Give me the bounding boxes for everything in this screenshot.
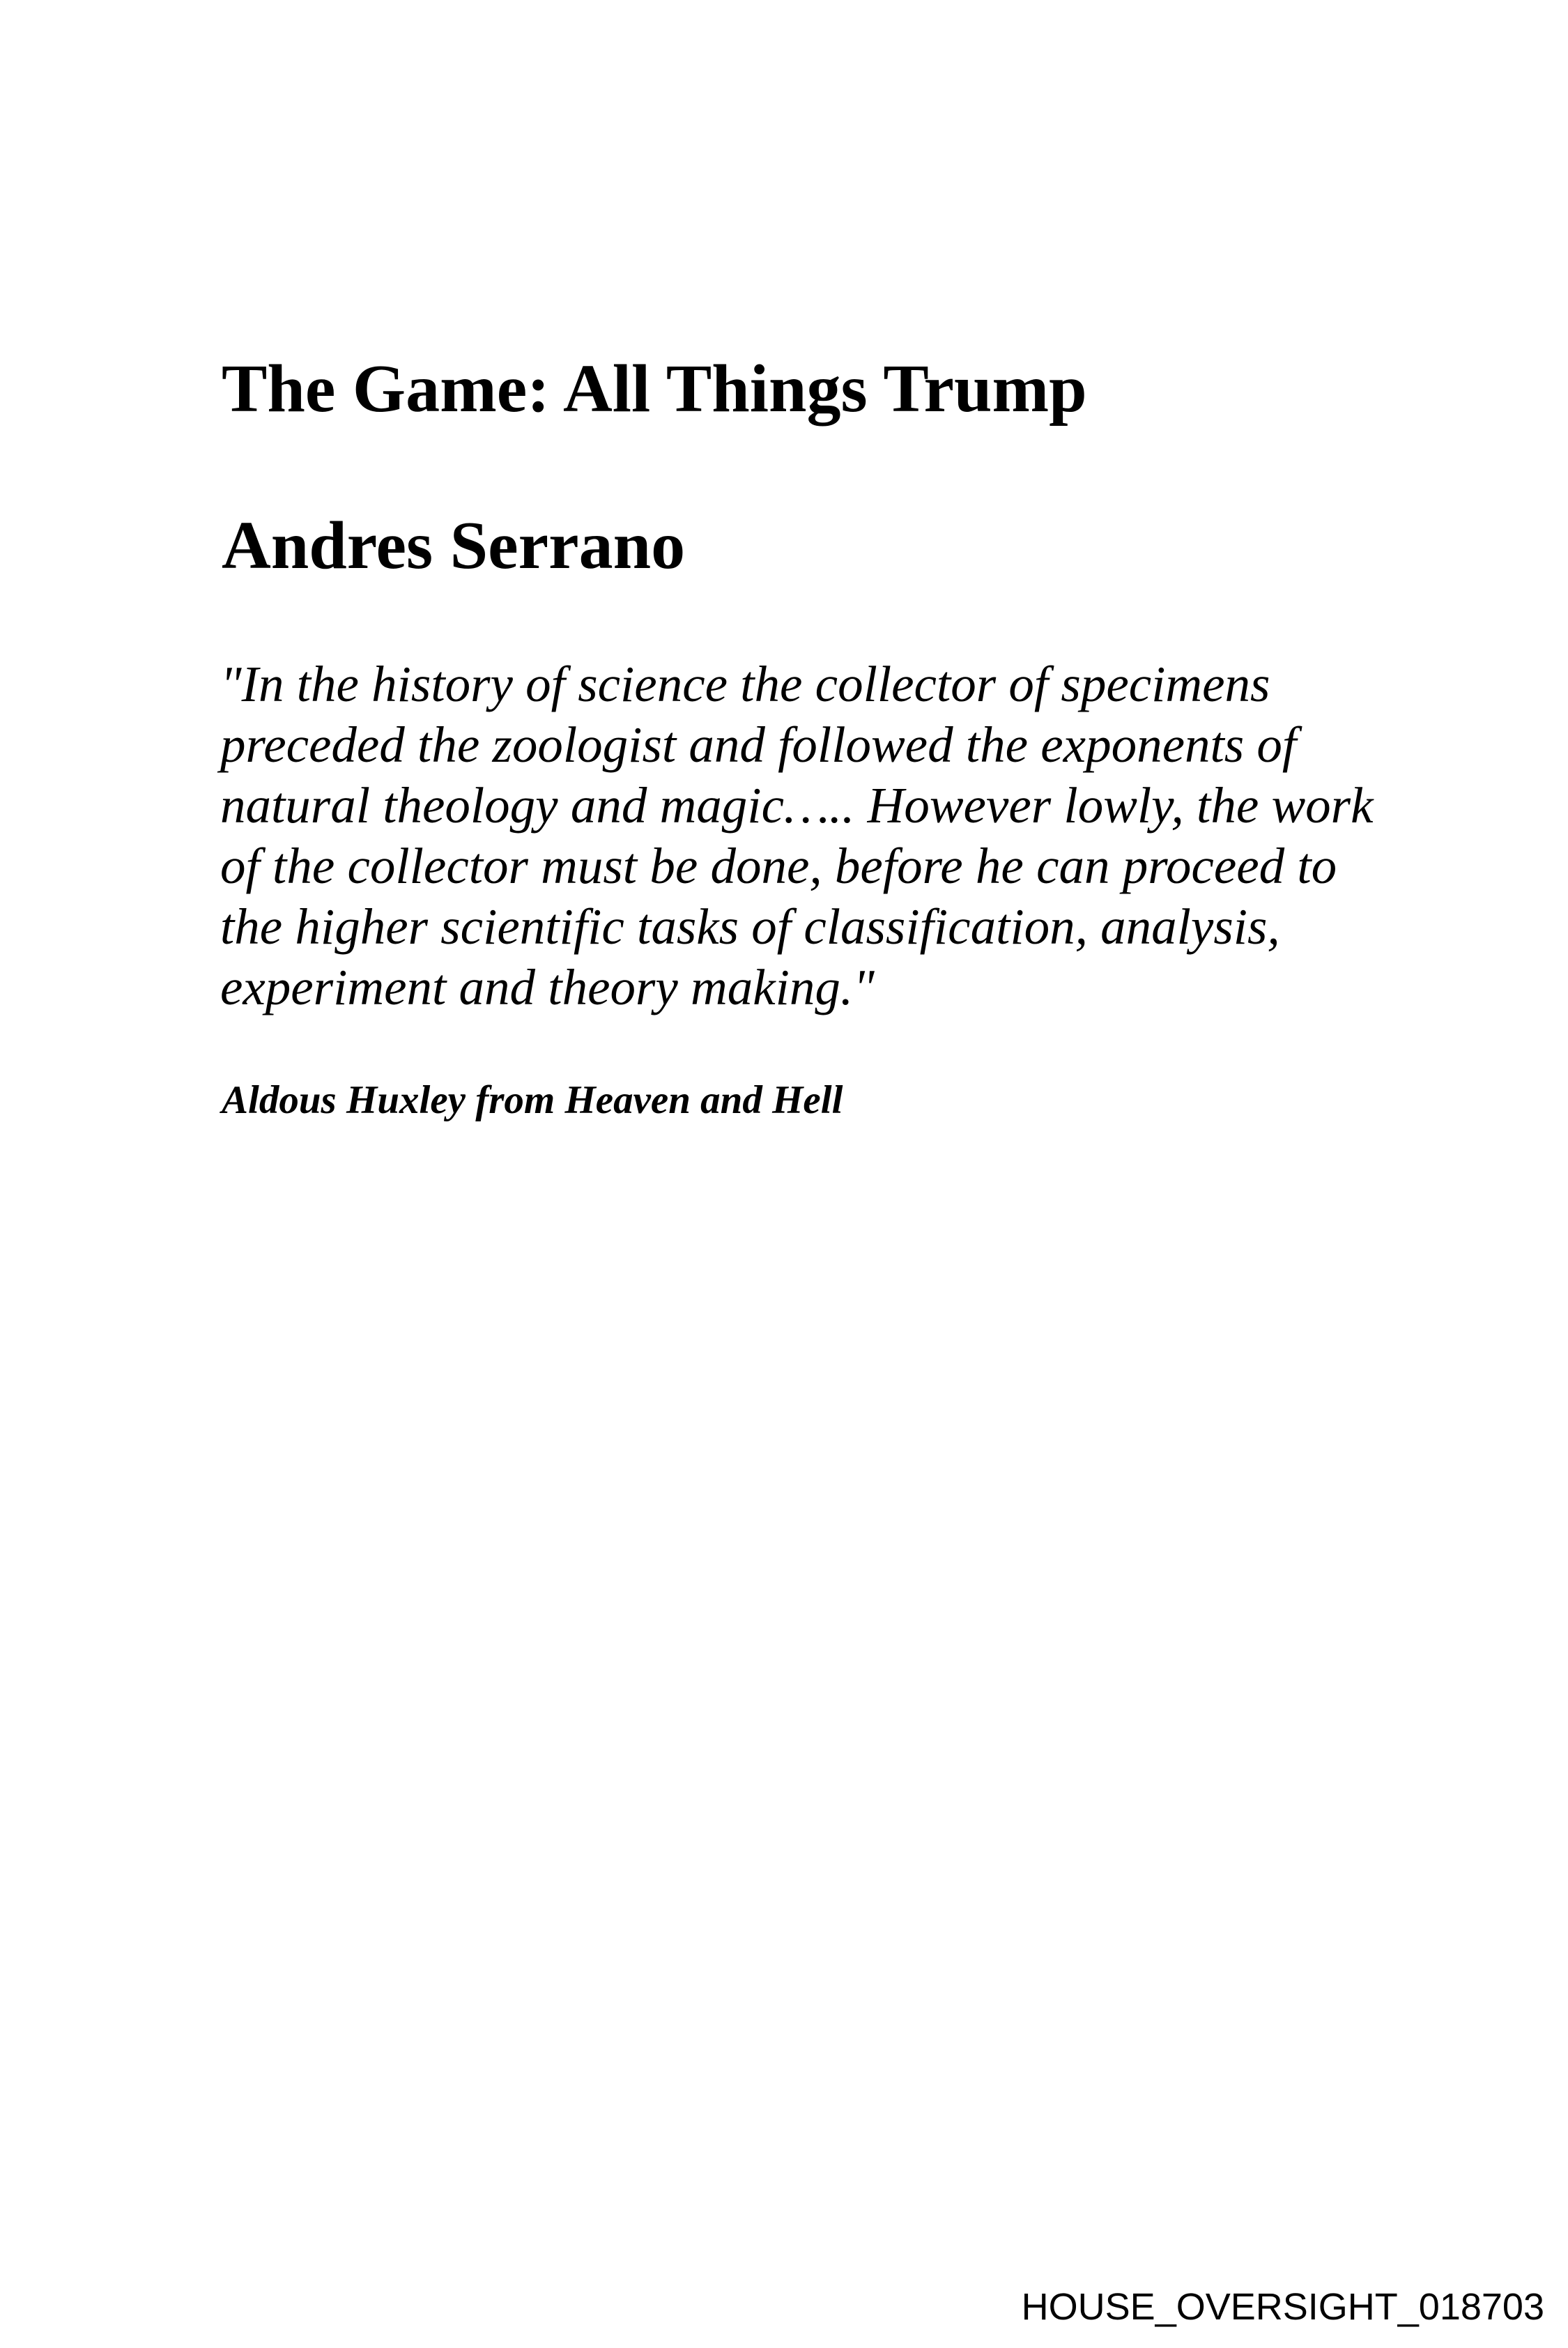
quote-line: "In the history of science the collector of specimens [220,656,1270,712]
author-name: Andres Serrano [222,508,686,583]
quote-line: natural theology and magic….. However lowly, the work [220,777,1374,834]
document-title: The Game: All Things Trump [222,351,1087,427]
bates-number: HOUSE_OVERSIGHT_018703 [1021,2286,1544,2328]
quote-line: of the collector must be done, before he can proceed to [220,838,1337,894]
epigraph-quote [220,654,1447,1018]
quote-line: experiment and theory making." [220,959,875,1015]
quote-line: preceded the zoologist and followed the exponents of [220,716,1297,773]
quote-attribution: Aldous Huxley from Heaven and Hell [222,1078,843,1122]
quote-line: the higher scientific tasks of classification, analysis, [220,898,1280,955]
